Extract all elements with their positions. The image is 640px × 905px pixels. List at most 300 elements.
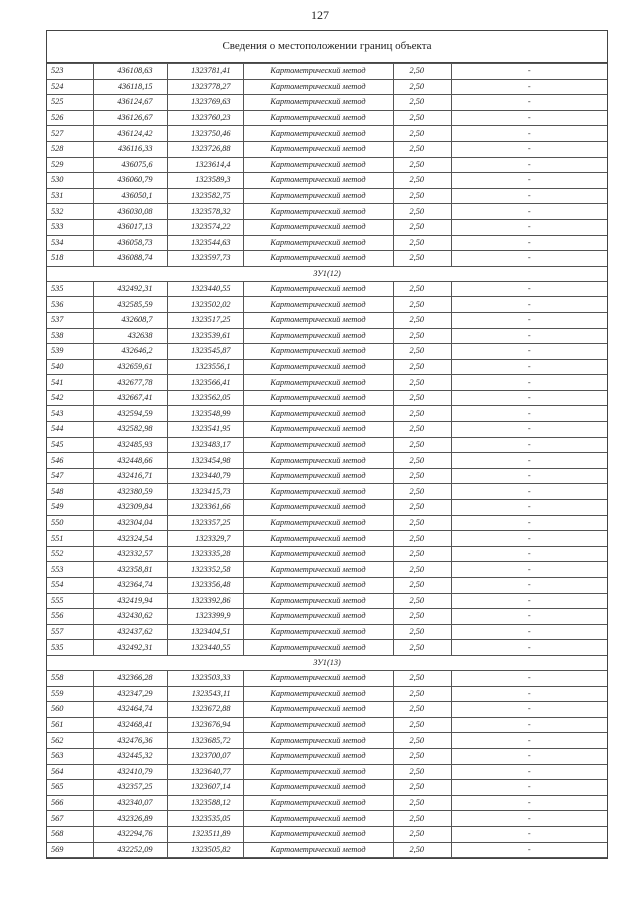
y-coordinate-cell: 1323750,46 [167,126,243,142]
method-cell: Картометрический метод [243,312,393,328]
x-coordinate-cell: 436050,1 [93,188,167,204]
point-number-cell: 544 [47,422,93,438]
y-coordinate-cell: 1323685,72 [167,733,243,749]
note-cell: - [451,173,607,189]
x-coordinate-cell: 436058,73 [93,235,167,251]
point-number-cell: 565 [47,780,93,796]
note-cell: - [451,406,607,422]
note-cell: - [451,733,607,749]
accuracy-cell: 2,50 [393,173,451,189]
table-row [47,251,607,267]
table-row [47,842,607,858]
method-cell: Картометрический метод [243,235,393,251]
y-coordinate-cell: 1323541,95 [167,422,243,438]
accuracy-cell: 2,50 [393,126,451,142]
note-cell: - [451,826,607,842]
y-coordinate-cell: 1323588,12 [167,795,243,811]
table-row [47,406,607,422]
x-coordinate-cell: 436116,33 [93,141,167,157]
x-coordinate-cell: 432364,74 [93,578,167,594]
accuracy-cell: 2,50 [393,670,451,686]
method-cell: Картометрический метод [243,79,393,95]
x-coordinate-cell: 432608,7 [93,312,167,328]
point-number-cell: 554 [47,578,93,594]
table-row [47,110,607,126]
point-number-cell: 528 [47,141,93,157]
method-cell: Картометрический метод [243,219,393,235]
point-number-cell: 538 [47,328,93,344]
point-number-cell: 523 [47,64,93,80]
accuracy-cell: 2,50 [393,375,451,391]
accuracy-cell: 2,50 [393,406,451,422]
table-row [47,173,607,189]
note-cell: - [451,546,607,562]
table-row [47,484,607,500]
accuracy-cell: 2,50 [393,578,451,594]
note-cell: - [451,468,607,484]
note-cell: - [451,453,607,469]
x-coordinate-cell: 436017,13 [93,219,167,235]
table-row [47,297,607,313]
x-coordinate-cell: 436126,67 [93,110,167,126]
y-coordinate-cell: 1323352,58 [167,562,243,578]
x-coordinate-cell: 432492,31 [93,281,167,297]
method-cell: Картометрический метод [243,764,393,780]
point-number-cell: 553 [47,562,93,578]
point-number-cell: 525 [47,95,93,111]
note-cell: - [451,235,607,251]
x-coordinate-cell: 436118,15 [93,79,167,95]
section-row [47,655,607,670]
point-number-cell: 531 [47,188,93,204]
note-cell: - [451,500,607,516]
x-coordinate-cell: 432492,31 [93,640,167,656]
y-coordinate-cell: 1323361,66 [167,500,243,516]
accuracy-cell: 2,50 [393,390,451,406]
point-number-cell: 541 [47,375,93,391]
y-coordinate-cell: 1323760,23 [167,110,243,126]
point-number-cell: 526 [47,110,93,126]
y-coordinate-cell: 1323574,22 [167,219,243,235]
y-coordinate-cell: 1323543,11 [167,686,243,702]
y-coordinate-cell: 1323544,63 [167,235,243,251]
method-cell: Картометрический метод [243,562,393,578]
accuracy-cell: 2,50 [393,500,451,516]
note-cell: - [451,717,607,733]
accuracy-cell: 2,50 [393,764,451,780]
table-row [47,748,607,764]
y-coordinate-cell: 1323778,27 [167,79,243,95]
y-coordinate-cell: 1323502,02 [167,297,243,313]
note-cell: - [451,390,607,406]
method-cell: Картометрический метод [243,500,393,516]
method-cell: Картометрический метод [243,609,393,625]
x-coordinate-cell: 436075,6 [93,157,167,173]
method-cell: Картометрический метод [243,593,393,609]
y-coordinate-cell: 1323517,25 [167,312,243,328]
note-cell: - [451,593,607,609]
note-cell: - [451,297,607,313]
accuracy-cell: 2,50 [393,453,451,469]
accuracy-cell: 2,50 [393,141,451,157]
note-cell: - [451,484,607,500]
table-row [47,686,607,702]
point-number-cell: 558 [47,670,93,686]
x-coordinate-cell: 432476,36 [93,733,167,749]
method-cell: Картометрический метод [243,686,393,702]
note-cell: - [451,281,607,297]
note-cell: - [451,686,607,702]
table-row [47,312,607,328]
accuracy-cell: 2,50 [393,235,451,251]
y-coordinate-cell: 1323454,98 [167,453,243,469]
point-number-cell: 542 [47,390,93,406]
method-cell: Картометрический метод [243,141,393,157]
y-coordinate-cell: 1323440,79 [167,468,243,484]
note-cell: - [451,188,607,204]
accuracy-cell: 2,50 [393,780,451,796]
accuracy-cell: 2,50 [393,562,451,578]
accuracy-cell: 2,50 [393,826,451,842]
accuracy-cell: 2,50 [393,686,451,702]
x-coordinate-cell: 432667,41 [93,390,167,406]
accuracy-cell: 2,50 [393,515,451,531]
table-row [47,437,607,453]
table-row [47,780,607,796]
table-row [47,375,607,391]
note-cell: - [451,811,607,827]
method-cell: Картометрический метод [243,359,393,375]
table-row [47,359,607,375]
x-coordinate-cell: 436088,74 [93,251,167,267]
boundary-table-frame [46,30,608,859]
method-cell: Картометрический метод [243,375,393,391]
accuracy-cell: 2,50 [393,468,451,484]
note-cell: - [451,141,607,157]
accuracy-cell: 2,50 [393,609,451,625]
table-row [47,281,607,297]
x-coordinate-cell: 432437,62 [93,624,167,640]
point-number-cell: 532 [47,204,93,220]
table-row [47,390,607,406]
table-row [47,562,607,578]
accuracy-cell: 2,50 [393,702,451,718]
note-cell: - [451,219,607,235]
method-cell: Картометрический метод [243,406,393,422]
point-number-cell: 537 [47,312,93,328]
accuracy-cell: 2,50 [393,593,451,609]
table-row [47,235,607,251]
y-coordinate-cell: 1323781,41 [167,64,243,80]
table-row [47,795,607,811]
note-cell: - [451,515,607,531]
note-cell: - [451,251,607,267]
x-coordinate-cell: 432252,09 [93,842,167,858]
method-cell: Картометрический метод [243,422,393,438]
point-number-cell: 557 [47,624,93,640]
point-number-cell: 548 [47,484,93,500]
x-coordinate-cell: 436108,63 [93,64,167,80]
point-number-cell: 547 [47,468,93,484]
method-cell: Картометрический метод [243,126,393,142]
y-coordinate-cell: 1323440,55 [167,640,243,656]
x-coordinate-cell: 436060,79 [93,173,167,189]
y-coordinate-cell: 1323607,14 [167,780,243,796]
table-row [47,204,607,220]
note-cell: - [451,64,607,80]
method-cell: Картометрический метод [243,578,393,594]
point-number-cell: 566 [47,795,93,811]
note-cell: - [451,79,607,95]
x-coordinate-cell: 432445,32 [93,748,167,764]
x-coordinate-cell: 432380,59 [93,484,167,500]
note-cell: - [451,126,607,142]
accuracy-cell: 2,50 [393,546,451,562]
x-coordinate-cell: 432309,84 [93,500,167,516]
table-row [47,702,607,718]
method-cell: Картометрический метод [243,748,393,764]
point-number-cell: 535 [47,281,93,297]
table-row [47,531,607,547]
method-cell: Картометрический метод [243,780,393,796]
accuracy-cell: 2,50 [393,297,451,313]
method-cell: Картометрический метод [243,188,393,204]
y-coordinate-cell: 1323392,86 [167,593,243,609]
accuracy-cell: 2,50 [393,312,451,328]
y-coordinate-cell: 1323676,94 [167,717,243,733]
note-cell: - [451,531,607,547]
x-coordinate-cell: 432358,81 [93,562,167,578]
accuracy-cell: 2,50 [393,359,451,375]
note-cell: - [451,95,607,111]
x-coordinate-cell: 432419,94 [93,593,167,609]
point-number-cell: 550 [47,515,93,531]
method-cell: Картометрический метод [243,515,393,531]
point-number-cell: 552 [47,546,93,562]
x-coordinate-cell: 432332,57 [93,546,167,562]
accuracy-cell: 2,50 [393,422,451,438]
note-cell: - [451,795,607,811]
x-coordinate-cell: 432366,28 [93,670,167,686]
x-coordinate-cell: 432638 [93,328,167,344]
y-coordinate-cell: 1323511,89 [167,826,243,842]
method-cell: Картометрический метод [243,251,393,267]
y-coordinate-cell: 1323700,07 [167,748,243,764]
note-cell: - [451,422,607,438]
note-cell: - [451,344,607,360]
table-row [47,826,607,842]
table-row [47,546,607,562]
point-number-cell: 549 [47,500,93,516]
x-coordinate-cell: 432448,66 [93,453,167,469]
accuracy-cell: 2,50 [393,344,451,360]
point-number-cell: 555 [47,593,93,609]
x-coordinate-cell: 432340,07 [93,795,167,811]
page-number: 127 [311,8,329,22]
note-cell: - [451,624,607,640]
x-coordinate-cell: 432594,59 [93,406,167,422]
section-label: ЗУ1(13) [47,655,607,670]
y-coordinate-cell: 1323672,88 [167,702,243,718]
accuracy-cell: 2,50 [393,281,451,297]
table-row [47,500,607,516]
method-cell: Картометрический метод [243,484,393,500]
point-number-cell: 524 [47,79,93,95]
note-cell: - [451,359,607,375]
x-coordinate-cell: 436124,67 [93,95,167,111]
y-coordinate-cell: 1323415,73 [167,484,243,500]
accuracy-cell: 2,50 [393,531,451,547]
x-coordinate-cell: 432304,04 [93,515,167,531]
method-cell: Картометрический метод [243,110,393,126]
accuracy-cell: 2,50 [393,328,451,344]
method-cell: Картометрический метод [243,826,393,842]
method-cell: Картометрический метод [243,157,393,173]
y-coordinate-cell: 1323399,9 [167,609,243,625]
y-coordinate-cell: 1323640,77 [167,764,243,780]
x-coordinate-cell: 432357,25 [93,780,167,796]
table-row [47,328,607,344]
note-cell: - [451,437,607,453]
note-cell: - [451,312,607,328]
y-coordinate-cell: 1323726,88 [167,141,243,157]
point-number-cell: 540 [47,359,93,375]
point-number-cell: 530 [47,173,93,189]
point-number-cell: 563 [47,748,93,764]
y-coordinate-cell: 1323357,25 [167,515,243,531]
x-coordinate-cell: 432410,79 [93,764,167,780]
x-coordinate-cell: 432430,62 [93,609,167,625]
note-cell: - [451,110,607,126]
point-number-cell: 567 [47,811,93,827]
note-cell: - [451,748,607,764]
point-number-cell: 564 [47,764,93,780]
note-cell: - [451,578,607,594]
method-cell: Картометрический метод [243,173,393,189]
table-row [47,764,607,780]
table-row [47,717,607,733]
method-cell: Картометрический метод [243,795,393,811]
y-coordinate-cell: 1323483,17 [167,437,243,453]
point-number-cell: 543 [47,406,93,422]
method-cell: Картометрический метод [243,468,393,484]
point-number-cell: 560 [47,702,93,718]
accuracy-cell: 2,50 [393,842,451,858]
section-label: ЗУ1(12) [47,266,607,281]
method-cell: Картометрический метод [243,95,393,111]
y-coordinate-cell: 1323404,51 [167,624,243,640]
point-number-cell: 556 [47,609,93,625]
y-coordinate-cell: 1323335,28 [167,546,243,562]
y-coordinate-cell: 1323329,7 [167,531,243,547]
point-number-cell: 562 [47,733,93,749]
y-coordinate-cell: 1323769,63 [167,95,243,111]
accuracy-cell: 2,50 [393,110,451,126]
y-coordinate-cell: 1323589,3 [167,173,243,189]
x-coordinate-cell: 432677,78 [93,375,167,391]
method-cell: Картометрический метод [243,842,393,858]
table-row [47,515,607,531]
accuracy-cell: 2,50 [393,484,451,500]
table-row [47,670,607,686]
note-cell: - [451,780,607,796]
note-cell: - [451,764,607,780]
point-number-cell: 561 [47,717,93,733]
note-cell: - [451,842,607,858]
y-coordinate-cell: 1323548,99 [167,406,243,422]
point-number-cell: 533 [47,219,93,235]
table-row [47,578,607,594]
y-coordinate-cell: 1323578,32 [167,204,243,220]
point-number-cell: 545 [47,437,93,453]
method-cell: Картометрический метод [243,453,393,469]
method-cell: Картометрический метод [243,531,393,547]
accuracy-cell: 2,50 [393,437,451,453]
x-coordinate-cell: 432485,93 [93,437,167,453]
y-coordinate-cell: 1323562,05 [167,390,243,406]
method-cell: Картометрический метод [243,281,393,297]
accuracy-cell: 2,50 [393,204,451,220]
table-row [47,157,607,173]
accuracy-cell: 2,50 [393,188,451,204]
method-cell: Картометрический метод [243,640,393,656]
note-cell: - [451,670,607,686]
table-row [47,344,607,360]
x-coordinate-cell: 436124,42 [93,126,167,142]
method-cell: Картометрический метод [243,670,393,686]
x-coordinate-cell: 432324,54 [93,531,167,547]
y-coordinate-cell: 1323582,75 [167,188,243,204]
note-cell: - [451,204,607,220]
table-row [47,640,607,656]
method-cell: Картометрический метод [243,717,393,733]
y-coordinate-cell: 1323539,61 [167,328,243,344]
point-number-cell: 559 [47,686,93,702]
point-number-cell: 539 [47,344,93,360]
note-cell: - [451,640,607,656]
y-coordinate-cell: 1323535,05 [167,811,243,827]
note-cell: - [451,375,607,391]
table-row [47,79,607,95]
point-number-cell: 546 [47,453,93,469]
x-coordinate-cell: 432585,59 [93,297,167,313]
x-coordinate-cell: 432582,98 [93,422,167,438]
y-coordinate-cell: 1323556,1 [167,359,243,375]
accuracy-cell: 2,50 [393,811,451,827]
table-row [47,219,607,235]
x-coordinate-cell: 432294,76 [93,826,167,842]
accuracy-cell: 2,50 [393,157,451,173]
point-number-cell: 569 [47,842,93,858]
method-cell: Картометрический метод [243,437,393,453]
point-number-cell: 529 [47,157,93,173]
y-coordinate-cell: 1323597,73 [167,251,243,267]
x-coordinate-cell: 432347,29 [93,686,167,702]
method-cell: Картометрический метод [243,390,393,406]
point-number-cell: 536 [47,297,93,313]
table-row [47,422,607,438]
table-row [47,468,607,484]
y-coordinate-cell: 1323503,33 [167,670,243,686]
method-cell: Картометрический метод [243,204,393,220]
table-row [47,126,607,142]
table-row [47,593,607,609]
method-cell: Картометрический метод [243,624,393,640]
accuracy-cell: 2,50 [393,64,451,80]
table-row [47,188,607,204]
accuracy-cell: 2,50 [393,624,451,640]
x-coordinate-cell: 432468,41 [93,717,167,733]
